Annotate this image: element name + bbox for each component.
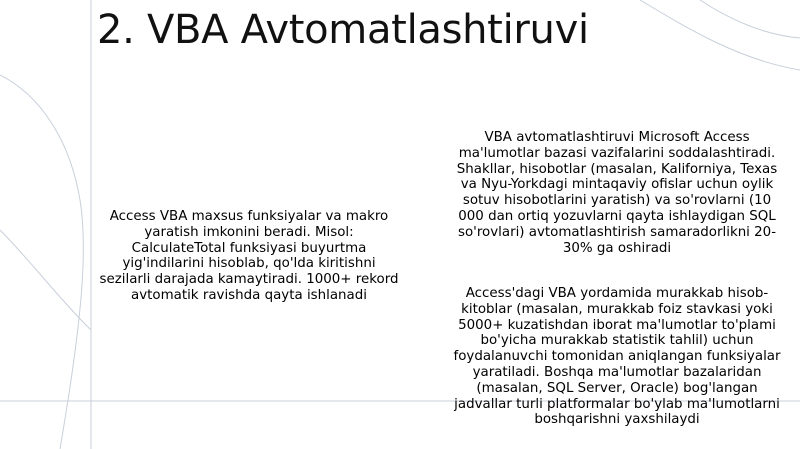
right-paragraph-1: VBA avtomatlashtiruvi Microsoft Access ma'lumotlar bazasi vazifalarini soddalashtiradi. Shakllar, hisobotlar (masalan, Kaliforniya, Texas va Nyu-Yorkdagi mintaqaviy ofislar uchun oylik sotuv hisobotlarini yaratish) va so'rovlarni (10 000 dan ortiq yozuvlarni qayta ishlaydigan SQL so'rovlari) avtomatlashtirish samaradorlikni 20-30% ga oshiradi xyxy=(456,130,778,256)
left-curve-line xyxy=(0,75,83,449)
right-text-block-top xyxy=(448,130,786,256)
top-right-curve-line xyxy=(640,0,800,70)
left-text-block xyxy=(96,209,402,304)
top-right-arc-line xyxy=(700,0,800,38)
right-text-block-bottom xyxy=(448,286,786,428)
right-paragraph-2: Access'dagi VBA yordamida murakkab hisob-kitoblar (masalan, murakkab foiz stavkasi yoki 5000+ kuzatishdan iborat ma'lumotlar to'plami bo'yicha murakkab statistik tahlil) uchun foydalanuvchi tomonidan aniqlangan funksiyalar yaratiladi. Boshqa ma'lumotlar bazalaridan (masalan, SQL Server, Oracle) bog'langan jadvallar turli platformalar bo'ylab ma'lumotlarni boshqarishni yaxshilaydi xyxy=(453,286,781,428)
left-paragraph: Access VBA maxsus funksiyalar va makro yaratish imkonini beradi. Misol: CalculateTotal funksiyasi buyurtma yig'indilarini hisoblab, qo'lda kiritishni sezilarli darajada kamaytiradi. 1000+ rekord avtomatik ravishda qayta ishlanadi xyxy=(99,209,399,303)
left-arc-line xyxy=(0,230,91,330)
slide-title: 2. VBA Avtomatlashtiruvi xyxy=(97,7,589,53)
